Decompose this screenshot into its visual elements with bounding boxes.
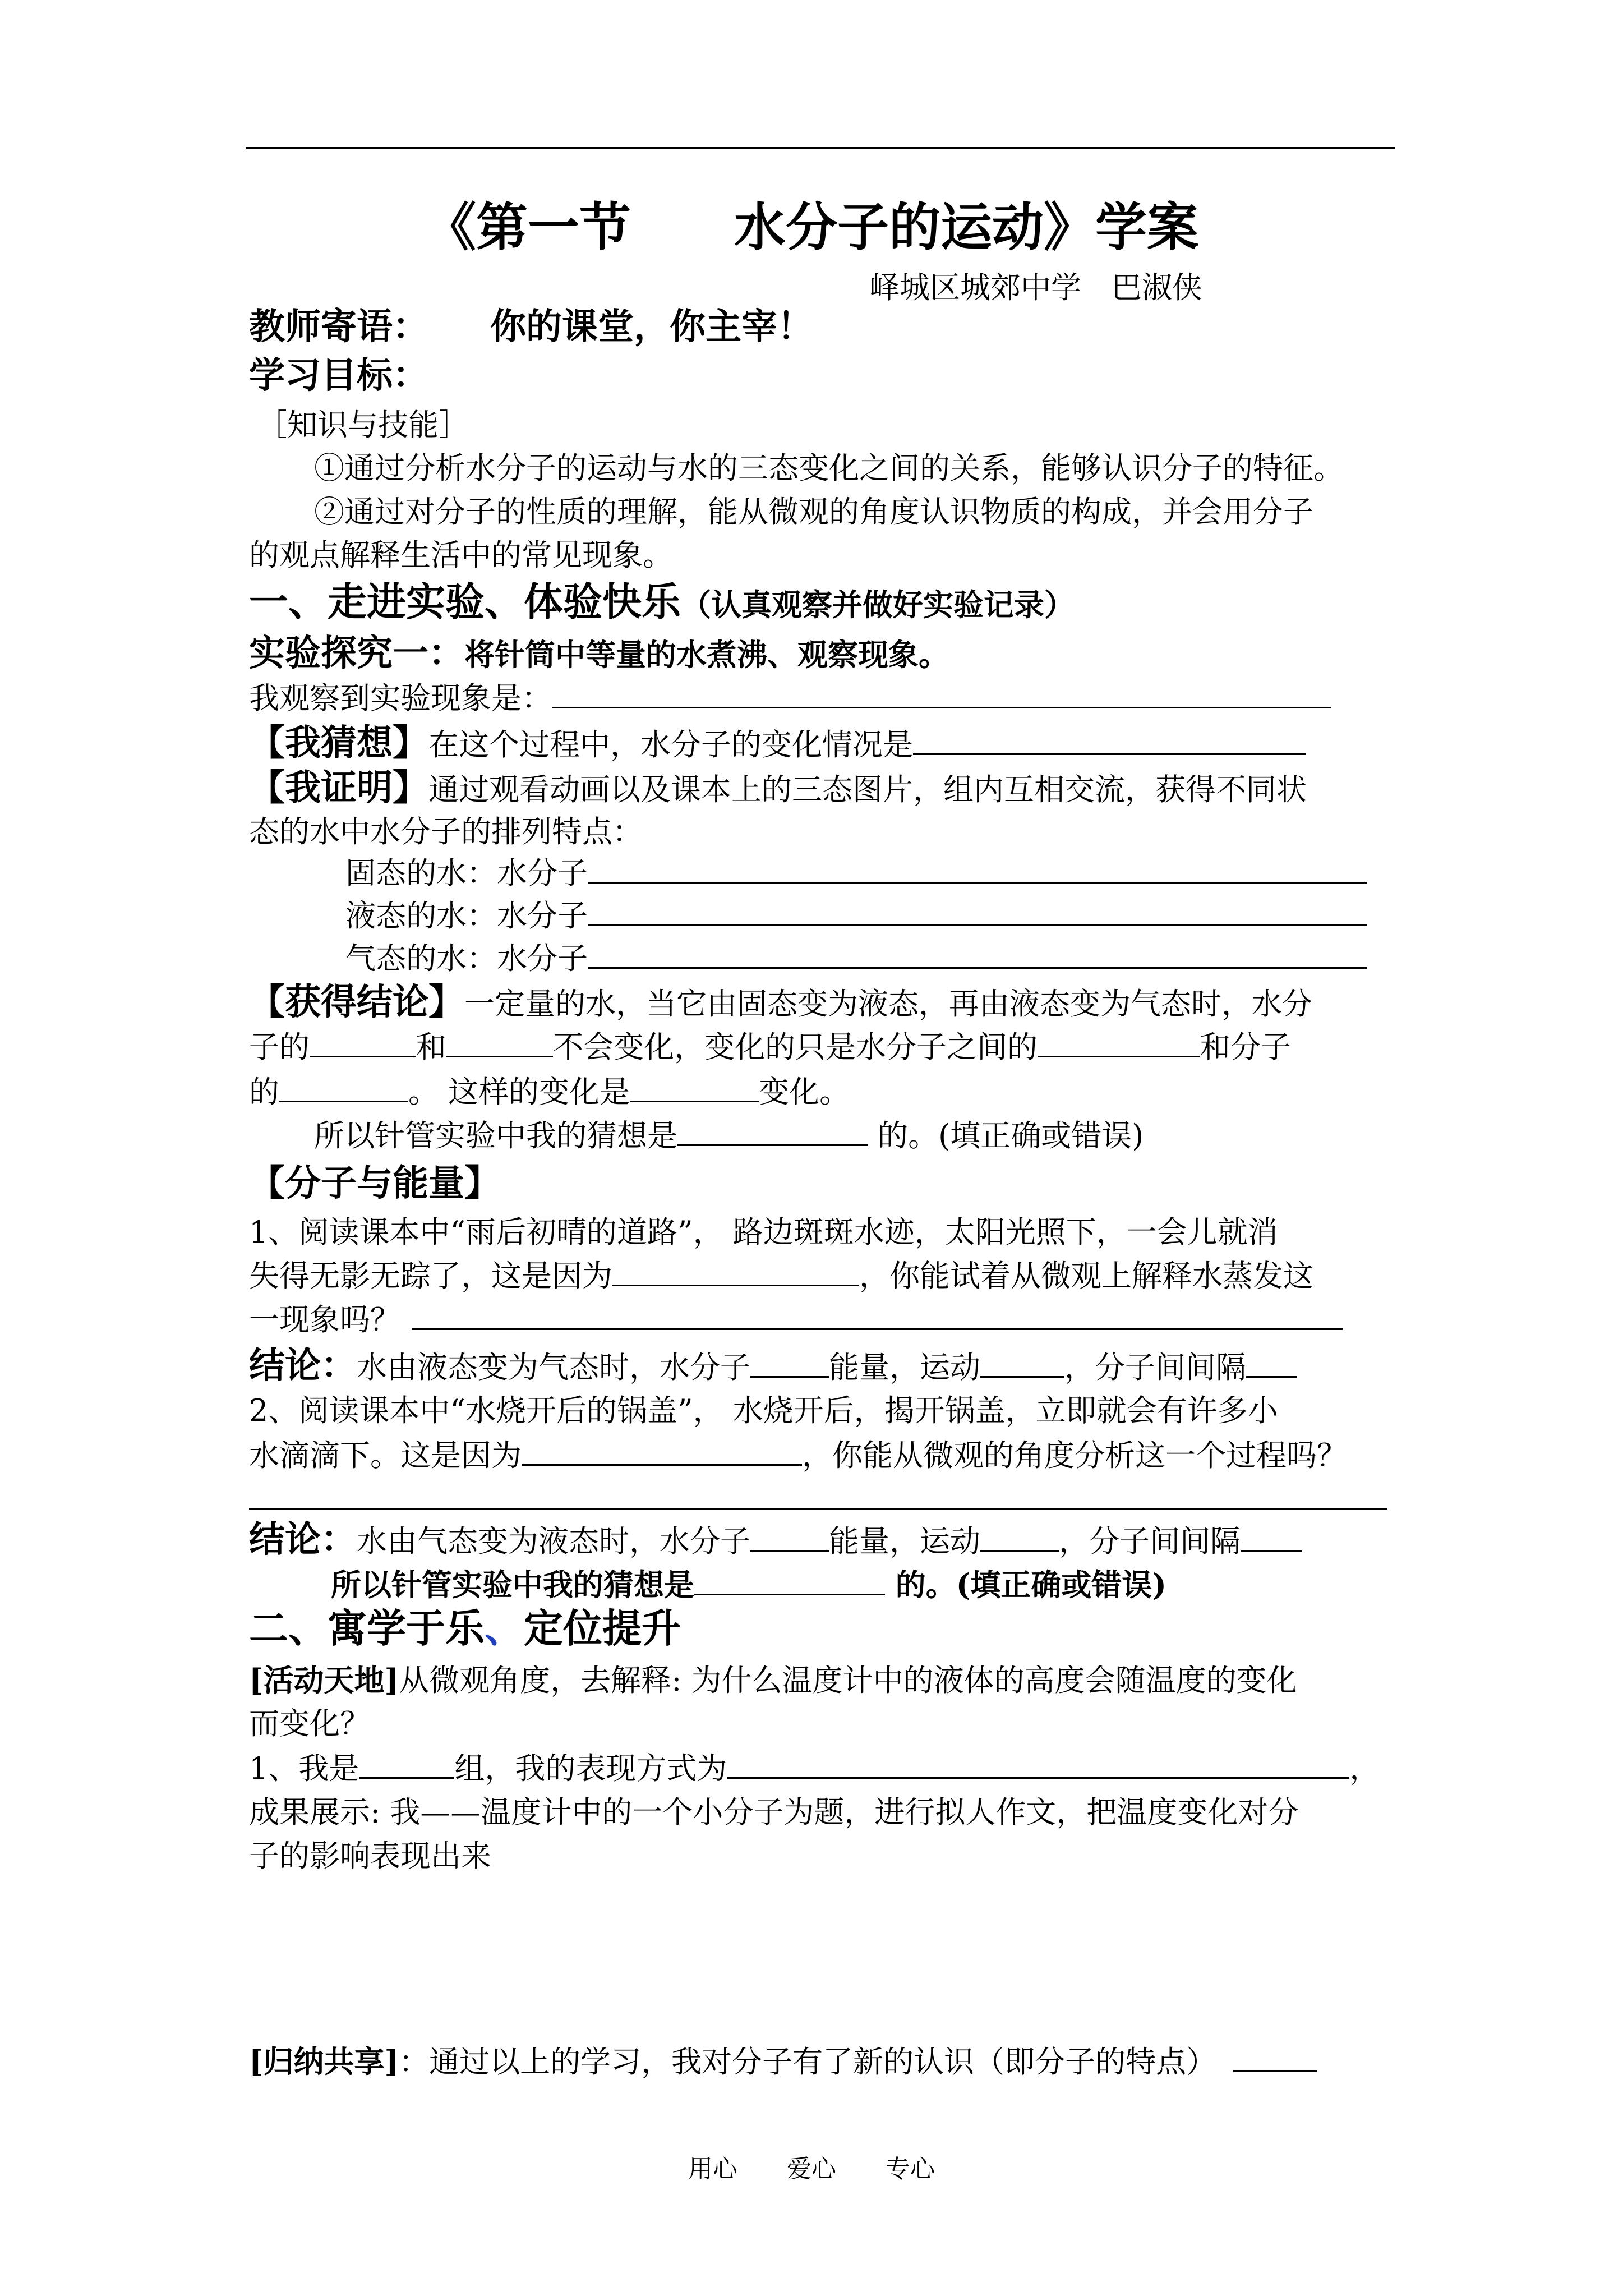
guess-text: 在这个过程中，水分子的变化情况是 bbox=[428, 727, 913, 762]
liquid-water-label: 液态的水：水分子 bbox=[345, 898, 588, 933]
goals-heading: 学习目标： bbox=[249, 355, 428, 397]
conclusion-blank-5[interactable] bbox=[630, 1073, 759, 1102]
energy-heading: 【分子与能量】 bbox=[249, 1162, 500, 1204]
goal-1: ①通过分析水分子的运动与水的三态变化之间的关系，能够认识分子的特征。 bbox=[314, 450, 1344, 486]
question-1-line-1: 1、阅读课本中“雨后初晴的道路”， 路边斑斑水迹，太阳光照下，一会儿就消 bbox=[249, 1214, 1278, 1250]
summary-line bbox=[249, 2042, 1317, 2082]
guess-blank[interactable] bbox=[913, 725, 1306, 755]
verdict-blank-2[interactable] bbox=[694, 1566, 885, 1595]
knowledge-skills-label: ［知识与技能］ bbox=[257, 407, 469, 443]
result-text: 水由气态变为液态时，水分子 bbox=[357, 1524, 750, 1559]
question-1-answer-blank[interactable] bbox=[412, 1300, 1343, 1330]
section-1-note: （认真观察并做好实验记录） bbox=[681, 587, 1075, 623]
summary-label: [归纳共享] bbox=[249, 2044, 399, 2079]
result-text: ，分子间间隔 bbox=[1059, 1524, 1241, 1559]
author-line: 峄城区城郊中学 巴淑侠 bbox=[869, 270, 1202, 305]
section-1-title: 一、走进实验、体验快乐 bbox=[249, 578, 681, 625]
verdict-text: 的。(填正确或错误) bbox=[885, 1567, 1166, 1603]
result-text: 水由液态变为气态时，水分子 bbox=[357, 1350, 750, 1385]
question-1-blank[interactable] bbox=[612, 1257, 859, 1286]
observation-label: 我观察到实验现象是： bbox=[249, 680, 552, 716]
conclusion-fragment: 子的 bbox=[249, 1029, 310, 1065]
prove-text: 通过观看动画以及课本上的三态图片，组内互相交流，获得不同状 bbox=[428, 772, 1307, 807]
showcase-line-2: 子的影响表现出来 bbox=[249, 1838, 491, 1874]
gas-water-blank[interactable] bbox=[588, 939, 1367, 969]
result-2-blank-2[interactable] bbox=[980, 1522, 1059, 1552]
solid-water-label: 固态的水：水分子 bbox=[345, 855, 588, 891]
section-2-heading bbox=[249, 1605, 681, 1651]
question-1-line-2 bbox=[249, 1257, 1313, 1296]
observation-line bbox=[249, 679, 1331, 718]
header-rule bbox=[246, 147, 1395, 149]
result-2-blank-1[interactable] bbox=[750, 1522, 829, 1552]
result-2-label: 结论： bbox=[249, 1519, 357, 1561]
question-2-answer-blank[interactable] bbox=[249, 1508, 1387, 1510]
prove-label: 【我证明】 bbox=[249, 767, 428, 809]
page-title: 《第一节 水分子的运动》学案 bbox=[424, 197, 1198, 257]
conclusion-line-2 bbox=[249, 1028, 1291, 1067]
item-text: ， bbox=[1349, 1751, 1380, 1786]
liquid-water-line bbox=[345, 896, 1367, 936]
conclusion-fragment: 和分子 bbox=[1200, 1029, 1291, 1065]
group-blank[interactable] bbox=[359, 1749, 454, 1779]
observation-blank[interactable] bbox=[552, 679, 1331, 708]
result-text: 能量，运动 bbox=[829, 1350, 980, 1385]
section-1-heading bbox=[249, 578, 1075, 625]
teacher-message bbox=[249, 307, 813, 347]
section-2-separator: 、 bbox=[485, 1605, 524, 1651]
gas-water-label: 气态的水：水分子 bbox=[345, 941, 588, 976]
summary-blank[interactable] bbox=[1233, 2042, 1317, 2072]
experiment-1-label: 实验探究一： bbox=[249, 632, 464, 674]
conclusion-fragment: 。 这样的变化是 bbox=[408, 1074, 630, 1110]
conclusion-fragment: 的 bbox=[249, 1074, 279, 1110]
conclusion-fragment: 和 bbox=[416, 1029, 446, 1065]
conclusion-label: 【获得结论】 bbox=[249, 981, 464, 1023]
verdict-blank-1[interactable] bbox=[677, 1116, 868, 1146]
prove-line-1 bbox=[249, 769, 1307, 809]
item-text: 组，我的表现方式为 bbox=[454, 1751, 727, 1786]
showcase-line-1: 成果展示: 我——温度计中的一个小分子为题，进行拟人作文，把温度变化对分 bbox=[249, 1795, 1299, 1830]
result-1 bbox=[249, 1346, 1297, 1387]
guess-line bbox=[249, 724, 1306, 765]
conclusion-blank-4[interactable] bbox=[279, 1073, 408, 1102]
result-2 bbox=[249, 1520, 1302, 1561]
conclusion-blank-2[interactable] bbox=[446, 1028, 553, 1057]
item-text: 1、我是 bbox=[249, 1751, 359, 1786]
verdict-text: 所以针管实验中我的猜想是 bbox=[314, 1118, 677, 1153]
activity-label: [活动天地] bbox=[249, 1662, 399, 1698]
goal-2-line-2: 的观点解释生活中的常见现象。 bbox=[249, 537, 673, 573]
section-2-title-a: 二、寓学于乐 bbox=[249, 1605, 485, 1651]
question-text: ，你能试着从微观上解释水蒸发这 bbox=[859, 1258, 1313, 1294]
question-text: ，你能从微观的角度分析这一个过程吗？ bbox=[802, 1438, 1347, 1473]
presentation-blank[interactable] bbox=[727, 1749, 1349, 1779]
question-text: 一现象吗？ bbox=[249, 1302, 400, 1337]
item-1-line bbox=[249, 1749, 1380, 1788]
guess-label: 【我猜想】 bbox=[249, 722, 428, 764]
result-1-blank-3[interactable] bbox=[1246, 1348, 1297, 1378]
result-text: ，分子间间隔 bbox=[1064, 1350, 1246, 1385]
teacher-message-text: 你的课堂，你主宰！ bbox=[490, 306, 813, 348]
gas-water-line bbox=[345, 939, 1367, 978]
result-1-label: 结论： bbox=[249, 1345, 357, 1387]
liquid-water-blank[interactable] bbox=[588, 896, 1367, 926]
teacher-message-label: 教师寄语： bbox=[249, 306, 428, 348]
verdict-text: 的。(填正确或错误) bbox=[868, 1118, 1144, 1153]
page-footer: 用心 爱心 专心 bbox=[688, 2155, 935, 2183]
solid-water-line bbox=[345, 854, 1367, 893]
verdict-text: 所以针管实验中我的猜想是 bbox=[331, 1567, 694, 1603]
conclusion-line-1 bbox=[249, 983, 1312, 1024]
conclusion-fragment: 变化。 bbox=[759, 1074, 850, 1110]
activity-line-1 bbox=[249, 1660, 1297, 1700]
conclusion-line-3 bbox=[249, 1073, 850, 1112]
activity-line-2: 而变化？ bbox=[249, 1706, 370, 1741]
question-2-blank[interactable] bbox=[522, 1436, 802, 1466]
question-2-line-1: 2、阅读课本中“水烧开后的锅盖”， 水烧开后，揭开锅盖，立即就会有许多小 bbox=[249, 1393, 1278, 1428]
summary-text: ：通过以上的学习，我对分子有了新的认识（即分子的特点） bbox=[399, 2044, 1217, 2079]
result-1-blank-1[interactable] bbox=[750, 1348, 829, 1378]
conclusion-blank-3[interactable] bbox=[1038, 1028, 1200, 1057]
conclusion-text: 一定量的水，当它由固态变为液态，再由液态变为气态时，水分 bbox=[464, 986, 1312, 1022]
experiment-1 bbox=[249, 634, 949, 675]
solid-water-blank[interactable] bbox=[588, 854, 1367, 884]
question-2-line-2 bbox=[249, 1436, 1347, 1475]
verdict-line-1 bbox=[314, 1116, 1144, 1156]
question-1-line-3 bbox=[249, 1300, 1343, 1340]
result-1-blank-2[interactable] bbox=[980, 1348, 1064, 1378]
prove-line-2: 态的水中水分子的排列特点： bbox=[249, 814, 643, 849]
section-2-title-b: 定位提升 bbox=[524, 1605, 681, 1651]
activity-text: 从微观角度，去解释: 为什么温度计中的液体的高度会随温度的变化 bbox=[399, 1663, 1297, 1698]
result-text: 能量，运动 bbox=[829, 1524, 980, 1559]
question-text: 失得无影无踪了，这是因为 bbox=[249, 1258, 612, 1294]
question-text: 水滴滴下。这是因为 bbox=[249, 1438, 522, 1473]
experiment-1-text: 将针筒中等量的水煮沸、观察现象。 bbox=[464, 637, 949, 673]
conclusion-fragment: 不会变化，变化的只是水分子之间的 bbox=[553, 1029, 1038, 1065]
result-2-blank-3[interactable] bbox=[1241, 1522, 1302, 1552]
conclusion-blank-1[interactable] bbox=[310, 1028, 416, 1057]
verdict-line-2 bbox=[331, 1565, 1166, 1604]
goal-2-line-1: ②通过对分子的性质的理解，能从微观的角度认识物质的构成，并会用分子 bbox=[314, 494, 1313, 530]
